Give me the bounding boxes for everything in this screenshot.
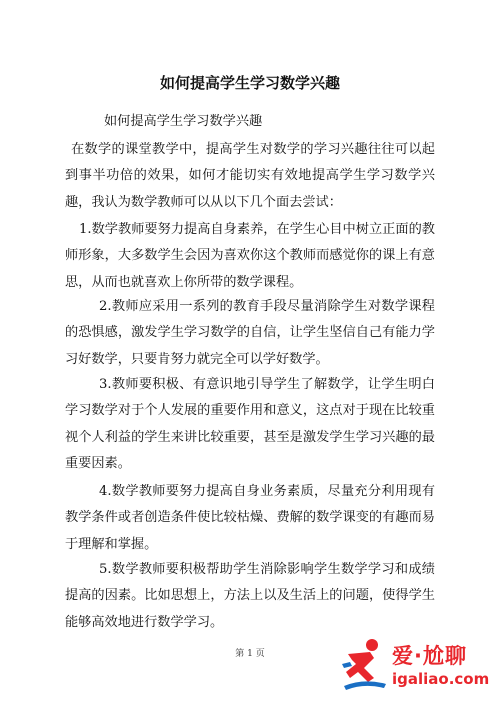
document-title: 如何提高学生学习数学兴趣 <box>159 74 340 92</box>
running-person-logo-icon <box>340 638 388 690</box>
paragraph-5: 5.数学教师要积极帮助学生消除影响学生数学学习和成绩提高的因素。比如思想上，方法上以及生活上的问题，使得学生能够高效地进行数学学习。 <box>65 562 435 630</box>
paragraph-3: 3.教师要积极、有意识地引导学生了解数学，让学生明白学习数学对于个人发展的重要作用和意义，这点对于现在比较重视个人利益的学生来讲比较重要，甚至是激发学生学习兴趣的最重要因素。 <box>65 377 435 472</box>
intro-paragraph: 在数学的课堂教学中，提高学生对数学的学习兴趣往往可以起到事半功倍的效果，如何才能切实有效地提高学生学习数学兴趣，我认为数学教师可以从以下几个面去尝试： <box>65 142 435 210</box>
watermark <box>340 636 490 696</box>
paragraph-2: 2.教师应采用一系列的教育手段尽量消除学生对数学课程的恐惧感，激发学生学习数学的自信，让学生坚信自己有能力学习好数学，只要肯努力就完全可以学好数学。 <box>65 299 435 367</box>
page-number: 第 1 页 <box>235 649 265 659</box>
paragraph-4: 4.数学教师要努力提高自身业务素质，尽量充分利用现有教学条件或者创造条件使比较枯燥、费解的数学课变的有趣而易于理解和掌握。 <box>65 484 435 552</box>
watermark-brand: 爱·尬聊 <box>392 644 467 668</box>
watermark-url: igaliao.com <box>392 670 490 688</box>
document-subtitle: 如何提高学生学习数学兴趣 <box>104 114 263 129</box>
paragraph-1: 1.数学教师要努力提高自身素养，在学生心目中树立正面的教师形象，大多数学生会因为喜欢你这个教师而感觉你的课上有意思，从而也就喜欢上你所带的数学课程。 <box>65 222 435 290</box>
